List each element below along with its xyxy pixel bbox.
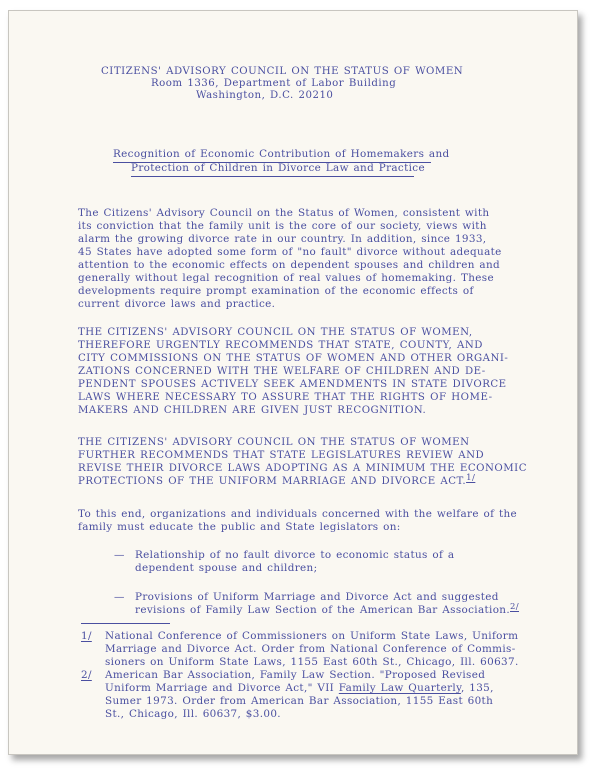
header-organization: CITIZENS' ADVISORY COUNCIL ON THE STATUS OF WOMEN — [101, 66, 464, 77]
text-line: its conviction that the family unit is the core of our society, views with — [78, 220, 487, 232]
footnote-reference-2: 2/ — [510, 602, 519, 612]
text-line — [78, 475, 475, 489]
journal-title: Family Law Quarterly — [338, 682, 461, 694]
text-line: PENDENT SPOUSES ACTIVELY SEEK AMENDMENTS IN STATE DIVORCE — [78, 379, 507, 390]
text-line: sioners on Uniform State Laws, 1155 East 60th St., Chicago, Ill. 60637. — [105, 656, 519, 668]
title-underline-2 — [131, 176, 414, 177]
text-span: , 135, — [460, 682, 494, 694]
text-line: REVISE THEIR DIVORCE LAWS ADOPTING AS A MINIMUM THE ECONOMIC — [78, 463, 527, 474]
text-line: LAWS WHERE NECESSARY TO ASSURE THAT THE RIGHTS OF HOME- — [78, 392, 493, 403]
title-line-1: Recognition of Economic Contribution of Homemakers and — [113, 148, 450, 160]
title-line-2: Protection of Children in Divorce Law and Practice — [131, 162, 425, 174]
text-line: THE CITIZENS' ADVISORY COUNCIL ON THE STATUS OF WOMEN — [78, 437, 470, 448]
text-line: Provisions of Uniform Marriage and Divorce Act and suggested — [135, 591, 499, 603]
text-line: generally without legal recognition of real values of homemaking. These — [78, 272, 494, 284]
text-line: To this end, organizations and individuals concerned with the welfare of the — [78, 508, 518, 520]
text-line: Sumer 1973. Order from American Bar Association, 1155 East 60th — [105, 695, 494, 707]
text-line: St., Chicago, Ill. 60637, $3.00. — [105, 708, 281, 720]
text-line: family must educate the public and State legislators on: — [78, 521, 401, 533]
text-span: revisions of Family Law Section of the American Bar Association. — [135, 604, 510, 616]
text-line — [105, 682, 494, 695]
text-line: THEREFORE URGENTLY RECOMMENDS THAT STATE, COUNTY, AND — [78, 340, 483, 351]
footnote-reference-1: 1/ — [466, 473, 476, 483]
text-line: Relationship of no fault divorce to economic status of a — [135, 549, 455, 561]
text-line: alarm the growing divorce rate in our country. In addition, since 1933, — [78, 233, 487, 245]
text-line — [135, 604, 519, 618]
text-line: current divorce laws and practice. — [78, 298, 276, 310]
text-line: 45 States have adopted some form of "no fault" divorce without adequate — [78, 246, 502, 258]
text-line: THE CITIZENS' ADVISORY COUNCIL ON THE STATUS OF WOMEN, — [78, 327, 473, 338]
text-line: FURTHER RECOMMENDS THAT STATE LEGISLATURES REVIEW AND — [78, 450, 485, 461]
document-page — [8, 10, 578, 755]
footnote-divider — [81, 623, 170, 624]
text-line: National Conference of Commissioners on Uniform State Laws, Uniform — [105, 630, 519, 642]
text-line: The Citizens' Advisory Council on the Status of Women, consistent with — [78, 207, 490, 219]
header-city: Washington, D.C. 20210 — [196, 90, 334, 101]
text-line: MAKERS AND CHILDREN ARE GIVEN JUST RECOGNITION. — [78, 405, 427, 416]
text-line: attention to the economic effects on dependent spouses and children and — [78, 259, 500, 271]
text-line: developments require prompt examination of the economic effects of — [78, 285, 474, 297]
text-span: PROTECTIONS OF THE UNIFORM MARRIAGE AND DIVORCE ACT. — [78, 476, 467, 487]
text-line: dependent spouse and children; — [135, 562, 318, 574]
text-span: Uniform Marriage and Divorce Act," VII — [105, 682, 339, 694]
text-line: ZATIONS CONCERNED WITH THE WELFARE OF CHILDREN AND DE- — [78, 366, 486, 377]
footnote-mark: 1/ — [81, 630, 92, 642]
text-line: Marriage and Divorce Act. Order from National Conference of Commis- — [105, 643, 516, 655]
dash-bullet: — — [114, 549, 125, 561]
footnote-mark: 2/ — [81, 669, 92, 681]
header-address: Room 1336, Department of Labor Building — [151, 78, 397, 89]
text-line: CITY COMMISSIONS ON THE STATUS OF WOMEN AND OTHER ORGANI- — [78, 353, 509, 364]
text-line: American Bar Association, Family Law Section. "Proposed Revised — [105, 669, 486, 681]
dash-bullet: — — [114, 591, 125, 603]
